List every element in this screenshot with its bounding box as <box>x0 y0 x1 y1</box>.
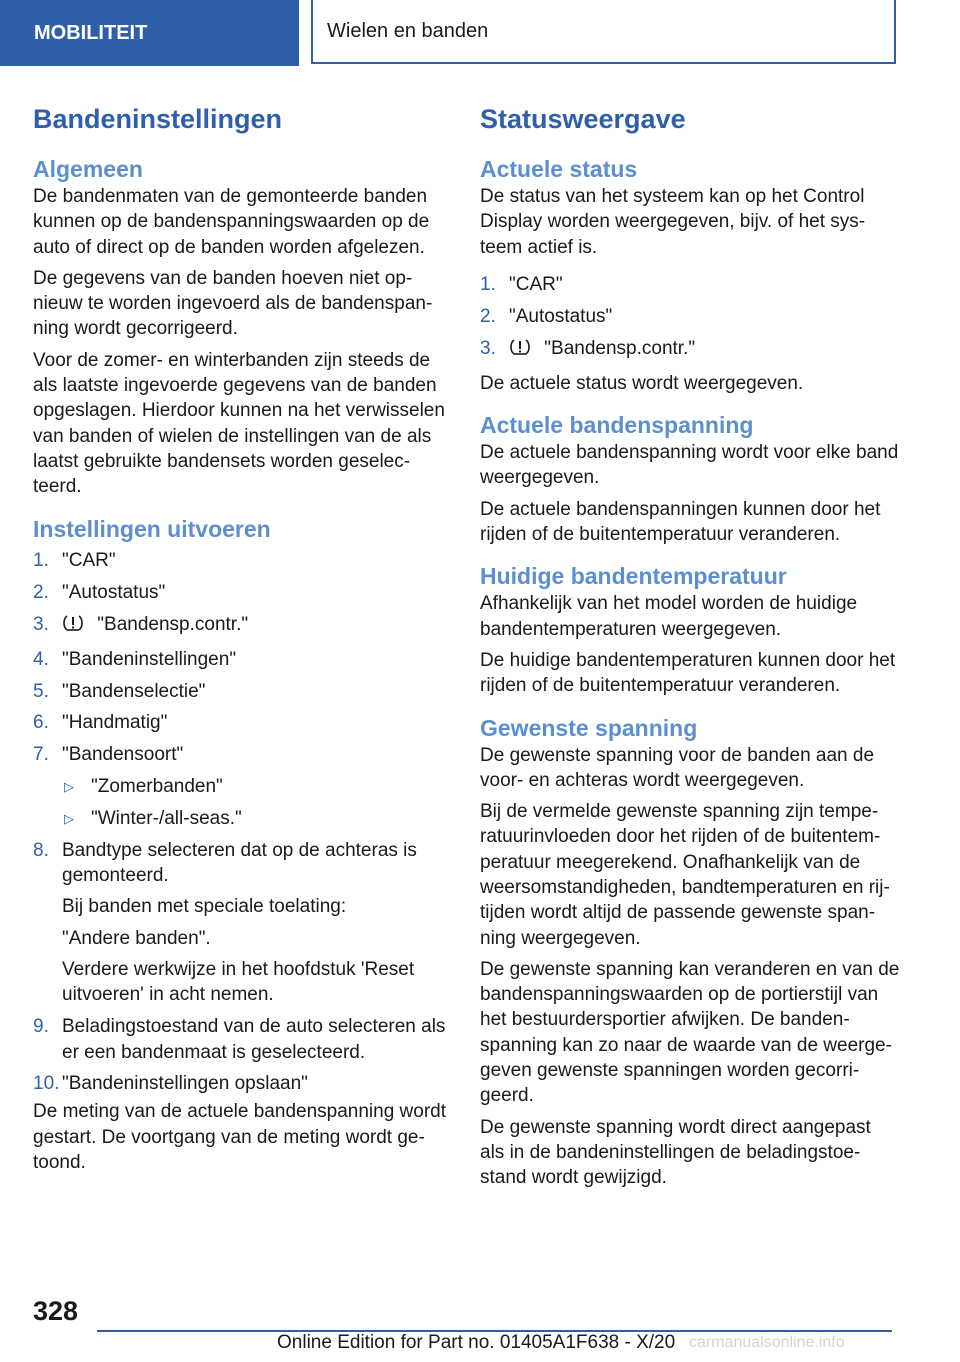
step-text: "Handmatig" <box>62 712 168 734</box>
step-number: 2. <box>480 305 496 327</box>
list-item <box>33 580 449 605</box>
list-item <box>62 774 449 799</box>
heading-algemeen: Algemeen <box>33 156 143 182</box>
step-text: "Bandensp.contr." <box>544 337 696 359</box>
heading-gewenste-spanning: Gewenste spanning <box>480 714 698 741</box>
step-number: 4. <box>33 648 49 670</box>
paragraph: De gewenste spanning voor de banden aan de voor- en achteras wordt weergegeven. <box>480 744 875 791</box>
paragraph: De bandenmaten van de gemonteerde banden kunnen op de bandenspanningswaarden op de auto of direct op de banden worden afgelezen. <box>33 186 430 258</box>
heading-actuele-status: Actuele status <box>480 156 638 182</box>
list-item <box>33 710 449 735</box>
step-number: 6. <box>33 712 49 734</box>
section-title-bandeninstellingen: Bandeninstellingen <box>33 104 283 134</box>
status-steps-list <box>480 272 900 364</box>
list-item <box>480 336 900 364</box>
step-text: "CAR" <box>62 549 116 571</box>
option-text: "Zomerbanden" <box>91 775 223 797</box>
step-number: 7. <box>33 744 49 766</box>
step-number: 5. <box>33 680 49 702</box>
step-note: "Andere banden". <box>62 927 211 949</box>
paragraph: De actuele status wordt weergegeven. <box>480 372 804 394</box>
edition-text: Online Edition for Part no. 01405A1F638 - X/20 <box>277 1332 676 1353</box>
tire-pressure-warning-icon <box>509 337 531 364</box>
steps-list <box>33 548 449 1097</box>
page-header <box>0 0 960 66</box>
list-item <box>33 742 449 831</box>
step-number: 2. <box>33 581 49 603</box>
chapter-title: Wielen en banden <box>311 0 896 64</box>
watermark: carmanualsonline.info <box>689 1334 845 1351</box>
list-item <box>33 647 449 672</box>
step-text: "Bandeninstellingen" <box>62 648 237 670</box>
heading-actuele-bandenspanning: Actuele bandenspanning <box>480 412 754 439</box>
step-number: 8. <box>33 839 49 861</box>
left-column <box>33 98 449 1181</box>
step-note: Verdere werkwijze in het hoofdstuk 'Reset uitvoeren' in acht nemen. <box>62 958 415 1006</box>
step-text: Beladingstoestand van de auto selecteren als er een bandenmaat is geselecteerd. <box>62 1016 446 1063</box>
option-text: "Winter-/all-seas." <box>91 807 242 829</box>
step-number: 3. <box>480 337 496 359</box>
step-number: 9. <box>33 1016 49 1038</box>
step-number: 3. <box>33 613 49 635</box>
paragraph: De gegevens van de banden hoeven niet opnieuw te worden ingevoerd als de bandenspanning wordt gecorrigeerd. <box>33 267 433 340</box>
paragraph: De huidige bandentemperaturen kunnen door het rijden of de buitentemperatuur veranderen. <box>480 649 896 697</box>
step-number: 1. <box>33 549 49 571</box>
step-text: "Bandenselectie" <box>62 680 206 702</box>
step-note: Bij banden met speciale toelating: <box>62 896 347 918</box>
step-text: "Bandensoort" <box>62 744 184 766</box>
section-title-statusweergave: Statusweergave <box>480 104 686 134</box>
paragraph: Bij de vermelde gewenste spanning zijn temperatuurinvloeden door het rijden of de buitentemperatuur meegerekend. Onafhankelijk van de weersomstandigheden, bandtemperaturen en rijtijden wordt altijd de passende gewenste spanning weergegeven. <box>480 801 890 949</box>
paragraph: Voor de zomer- en winterbanden zijn steeds de als laatste ingevoerde gegevens van de banden opgeslagen. Hierdoor kunnen na het verwisselen van banden of wielen de instellingen van de als laatst gebruikte bandensets worden geselecteerd. <box>33 349 445 498</box>
list-item <box>33 548 449 573</box>
tire-pressure-warning-icon <box>62 613 84 640</box>
paragraph: De status van het systeem kan op het Control Display worden weergegeven, bijv. of het systeem actief is. <box>480 186 866 258</box>
heading-instellingen-uitvoeren: Instellingen uitvoeren <box>33 515 271 542</box>
paragraph: De gewenste spanning kan veranderen en van de bandenspanningswaarden op de portierstijl van het bestuurdersportier afwijken. De bandenspanning kan zo naar de waarde van de weergegeven gewenste spanningen worden gecorrigeerd. <box>480 958 900 1107</box>
list-item <box>33 612 449 640</box>
list-item <box>33 1014 449 1065</box>
paragraph: De gewenste spanning wordt direct aangepast als in de bandeninstellingen de beladingstoestand wordt gewijzigd. <box>480 1116 871 1189</box>
heading-huidige-bandentemperatuur: Huidige bandentemperatuur <box>480 563 787 590</box>
paragraph: Afhankelijk van het model worden de huidige bandentemperaturen weergegeven. <box>480 593 858 640</box>
page-number: 328 <box>33 1296 79 1326</box>
paragraph: De actuele bandenspanning wordt voor elke band weergegeven. <box>480 442 899 489</box>
sub-options-list <box>62 774 449 831</box>
step-text: "Bandeninstellingen opslaan" <box>62 1073 308 1095</box>
list-item <box>33 679 449 704</box>
paragraph: De actuele bandenspanningen kunnen door het rijden of de buitentemperatuur veranderen. <box>480 498 881 546</box>
right-column <box>480 98 900 1197</box>
step-number: 10. <box>33 1073 60 1095</box>
step-number: 1. <box>480 273 496 295</box>
step-text: "Autostatus" <box>62 581 166 603</box>
step-text: "Bandensp.contr." <box>97 613 249 635</box>
list-item <box>33 1071 449 1096</box>
list-item <box>33 838 449 1008</box>
list-item <box>62 806 449 831</box>
section-tab: MOBILITEIT <box>0 0 299 66</box>
triangle-right-icon: ▷ <box>64 778 74 794</box>
paragraph: De meting van de actuele bandenspanning wordt gestart. De voortgang van de meting wordt getoond. <box>33 1101 447 1174</box>
step-text: Bandtype selecteren dat op de achteras is gemonteerd. <box>62 839 417 887</box>
list-item <box>480 272 900 297</box>
triangle-right-icon: ▷ <box>64 810 74 826</box>
step-text: "CAR" <box>509 273 563 295</box>
list-item <box>480 304 900 329</box>
step-text: "Autostatus" <box>509 305 613 327</box>
